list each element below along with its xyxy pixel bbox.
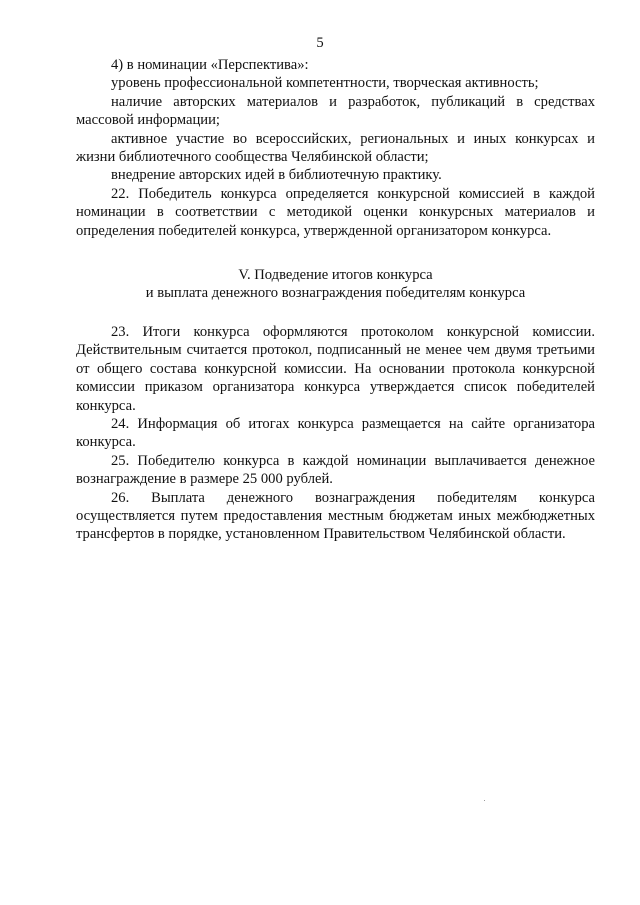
criterion-competence: уровень профессиональной компетентности, творческая активность; <box>111 75 539 92</box>
clause-24: 24. Информация об итогах конкурса размещается на сайте организатора конкурса. <box>76 415 595 451</box>
clause-22: 22. Победитель конкурса определяется конкурсной комиссией в каждой номинации в соответствии с методикой оценки конкурсных материалов и определения победителей конкурса, утвержденной организатором конкурса. <box>76 185 595 239</box>
clause-23: 23. Итоги конкурса оформляются протоколом конкурсной комиссии. Действительным считается протокол, подписанный не менее чем двумя третьими от общего состава конкурсной комиссии. На основании протокола конкурсной комиссии приказом организатора конкурса утверждается список победителей конкурса. <box>76 323 595 414</box>
section-v-title <box>76 266 595 303</box>
section-title-line-1: V. Подведение итогов конкурса <box>238 267 433 284</box>
criterion-participation: активное участие во всероссийских, региональных и иных конкурсах и жизни библиотечного сообщества Челябинской области; <box>76 130 595 166</box>
criterion-materials: наличие авторских материалов и разработок, публикаций в средствах массовой информации; <box>76 93 595 129</box>
scan-speck <box>484 800 485 801</box>
document-body <box>76 56 595 544</box>
nomination-perspective-heading: 4) в номинации «Перспектива»: <box>111 57 309 73</box>
clause-26: 26. Выплата денежного вознаграждения победителям конкурса осуществляется путем предоставления местным бюджетам иных межбюджетных трансфертов в порядке, установленном Правительством Челябинской области. <box>76 489 595 543</box>
clause-25: 25. Победителю конкурса в каждой номинации выплачивается денежное вознаграждение в размере 25 000 рублей. <box>76 452 595 488</box>
section-title-line-2: и выплата денежного вознаграждения победителям конкурса <box>145 285 526 302</box>
page-number: 5 <box>316 35 324 51</box>
criterion-implementation: внедрение авторских идей в библиотечную практику. <box>111 167 442 184</box>
